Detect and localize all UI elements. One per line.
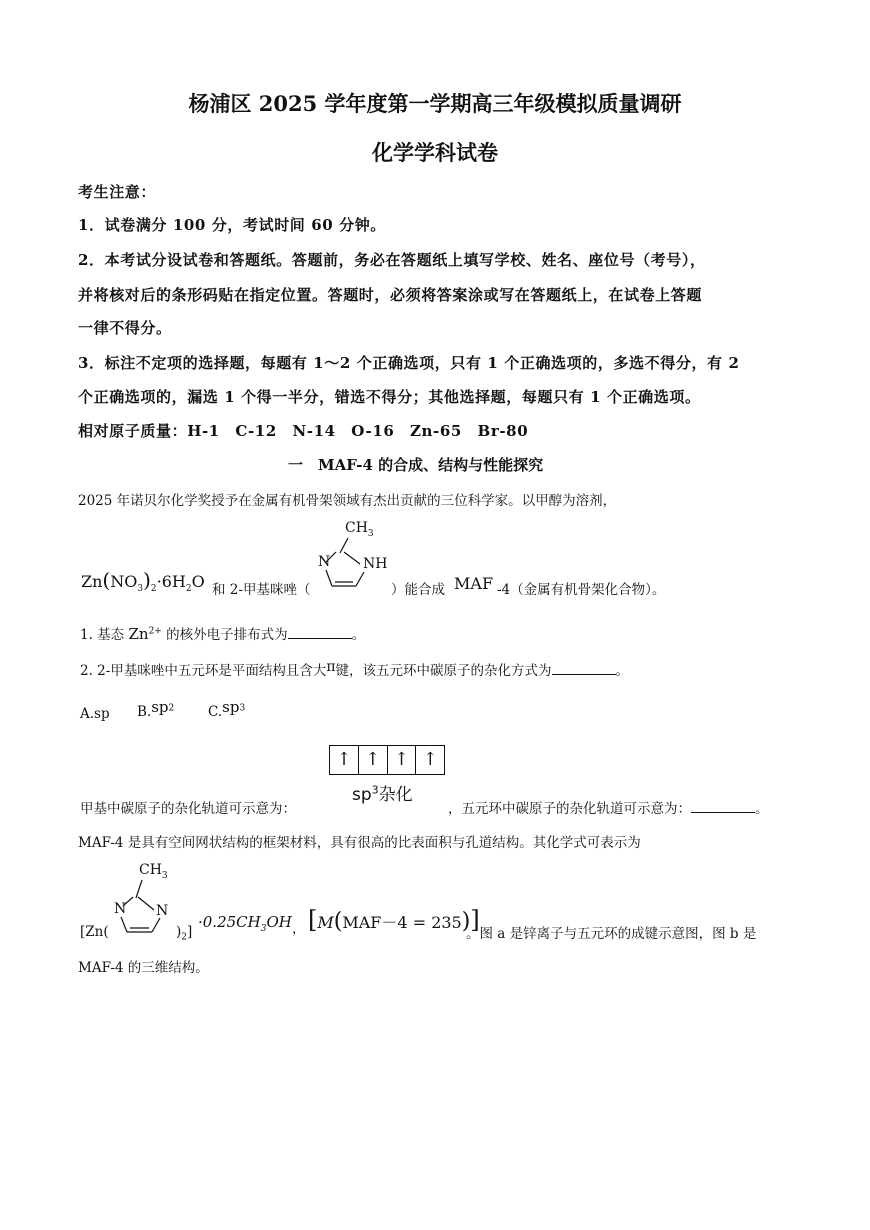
orbital-cell-4: ↑ — [422, 749, 438, 770]
notice-item-3-line1: 3．标注不定项的选择题，每题有 1～2 个正确选项，只有 1 个正确选项的，多选不得分，有 2 — [78, 354, 740, 372]
orbital-caption: $sp^3$杂化 — [352, 783, 413, 805]
zinc-nitrate-formula: $Zn(NO_3)_2\cdot 6H_2O$ — [81, 568, 205, 595]
atomic-masses: 相对原子质量：H-1 C-12 N-14 O-16 Zn-65 Br-80 — [78, 422, 529, 440]
notice-item-2-line1: 2．本考试分设试卷和答题纸。答题前，务必在答题纸上填写学校、姓名、座位号（考号）， — [78, 251, 706, 269]
methyl-label: $CH_3$ — [345, 520, 374, 539]
figure-description-line2: MAF-4 的三维结构。 — [78, 960, 209, 976]
question-1: 1. 基态 $Zn^{2+}$ 的核外电子排布式为 。 — [80, 625, 366, 643]
formula-methanol: $\cdot 0.25CH_3OH$ — [198, 913, 292, 934]
question-2: 2. 2-甲基咪唑中五元环是平面结构且含大π键，该五元环中碳原子的杂化方式为 。 — [80, 659, 630, 679]
orbital-line-prefix: 甲基中碳原子的杂化轨道可示意为： — [80, 801, 296, 817]
orbital-cell-3: ↑ — [388, 746, 417, 774]
formula-comma: ， — [292, 921, 306, 937]
notice-heading: 考生注意： — [78, 183, 157, 201]
option-c[interactable]: $C.sp^3$ — [208, 698, 246, 720]
molar-mass-expression: [M(MAF－4 = 235)] — [308, 906, 480, 934]
formula-zn: [Zn( — [80, 924, 109, 940]
figure-description: 。图 a 是锌离子与五元环的成键示意图，图 b 是 — [466, 926, 757, 942]
formula-close: )$_2$] — [176, 924, 193, 943]
ring-n-label: N — [318, 554, 331, 570]
option-b[interactable]: $B.sp^2$ — [137, 698, 175, 720]
orbital-cell-1: ↑ — [330, 746, 359, 774]
synthesis-text: ）能合成 — [391, 582, 445, 598]
notice-item-2-line3: 一律不得分。 — [78, 319, 172, 337]
option-a[interactable]: A.sp — [80, 706, 110, 722]
notice-item-1: 1．试卷满分 100 分，考试时间 60 分钟。 — [78, 216, 386, 234]
orbital-cell-2: ↑ — [359, 746, 388, 774]
and-text: 和 2-甲基咪唑（ — [212, 582, 311, 598]
formula-n-left: N — [114, 901, 127, 917]
maf-structure-text: MAF-4 是具有空间网状结构的框架材料，具有很高的比表面积与孔道结构。其化学式可表示为 — [78, 835, 641, 851]
section-heading: 一 MAF-4 的合成、结构与性能探究 — [288, 456, 544, 474]
formula-n-right: N — [156, 903, 169, 919]
maf-label: MAF — [454, 574, 494, 593]
orbital-line-rest: ，五元环中碳原子的杂化轨道可示意为： 。 — [448, 801, 769, 817]
subject-title: 化学学科试卷 — [372, 140, 498, 165]
intro-line: 2025 年诺贝尔化学奖授予在金属有机骨架领域有杰出贡献的三位科学家。以甲醇为溶剂， — [78, 493, 617, 509]
notice-item-2-line2: 并将核对后的条形码贴在指定位置。答题时，必须将答案涂或写在答题纸上，在试卷上答题 — [78, 286, 703, 304]
maf-description: -4（金属有机骨架化合物）。 — [497, 582, 666, 598]
notice-item-3-line2: 个正确选项的，漏选 1 个得一半分，错选不得分；其他选择题，每题只有 1 个正确选项。 — [78, 388, 701, 406]
ring-nh-label: NH — [363, 556, 388, 572]
exam-title: 杨浦区 2025 学年度第一学期高三年级模拟质量调研 — [188, 91, 682, 116]
formula-methyl-label: $CH_3$ — [139, 862, 168, 881]
